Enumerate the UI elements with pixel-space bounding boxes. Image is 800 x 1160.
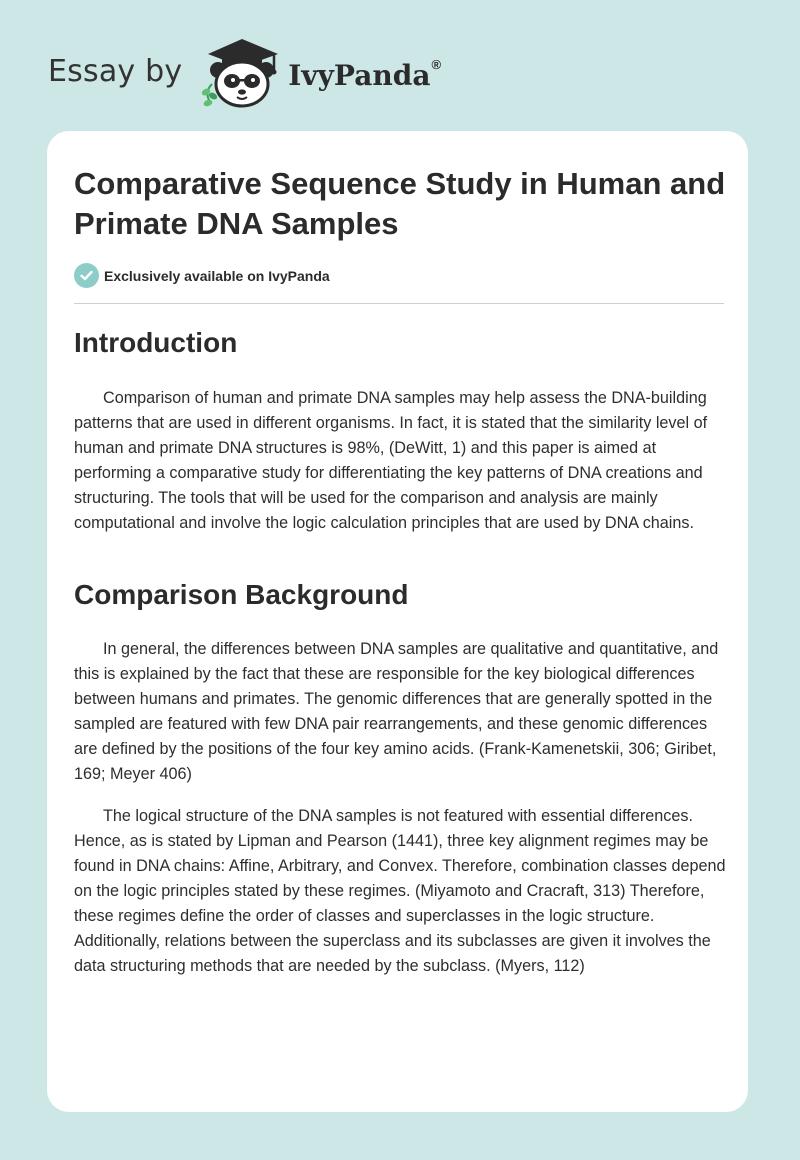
paragraph: The logical structure of the DNA samples is not featured with essential differences. Hence, as is stated by Lipman and Pearson (1441), three key alignment regimes may be found in DNA chains: Affine, Arbitrary, and Convex. Therefore, combination classes depend on the logic principles stated by these regimes. (Miyamoto and Cracraft, 313) Therefore, these regimes define the order of classes and superclasses in the logic structure. Additionally, relations between the superclass and its subclasses are given it involves the data structuring methods that are needed by the subclass. (Myers, 112) xyxy=(74,807,726,975)
brand-name[interactable]: IvyPanda® xyxy=(288,56,442,92)
paragraph: In general, the differences between DNA samples are qualitative and quantitative, and this is explained by the fact that these are responsible for the key biological differences between humans and primates. The genomic differences that are generally spotted in the sampled are featured with few DNA pair rearrangements, and these genomic differences are defined by the positions of the four key amino acids. (Frank-Kamenetskii, 306; Giribet, 169; Meyer 406) xyxy=(74,640,719,783)
registered-mark: ® xyxy=(431,56,442,72)
article-title: Comparative Sequence Study in Human and Primate DNA Samples xyxy=(74,166,726,241)
panda-logo-icon[interactable] xyxy=(196,34,288,110)
badge-label: Exclusively available on IvyPanda xyxy=(104,267,330,284)
exclusive-badge xyxy=(74,263,330,288)
paragraph: Comparison of human and primate DNA samples may help assess the DNA-building patterns that are used in different organisms. In fact, it is stated that the similarity level of human and primate DNA structures is 98%, (DeWitt, 1) and this paper is aimed at performing a comparative study for differentiating the key patterns of DNA creations and structuring. The tools that will be used for the comparison and analysis are mainly computational and involve the logic calculation principles that are used by DNA chains. xyxy=(74,389,708,532)
site-header xyxy=(48,34,441,110)
divider xyxy=(74,303,724,304)
essay-by-label: Essay by xyxy=(48,54,183,89)
check-icon xyxy=(74,263,99,288)
article-card xyxy=(47,131,748,1112)
section-heading-introduction: Introduction xyxy=(74,327,238,358)
section-heading-comparison-background: Comparison Background xyxy=(74,579,409,610)
